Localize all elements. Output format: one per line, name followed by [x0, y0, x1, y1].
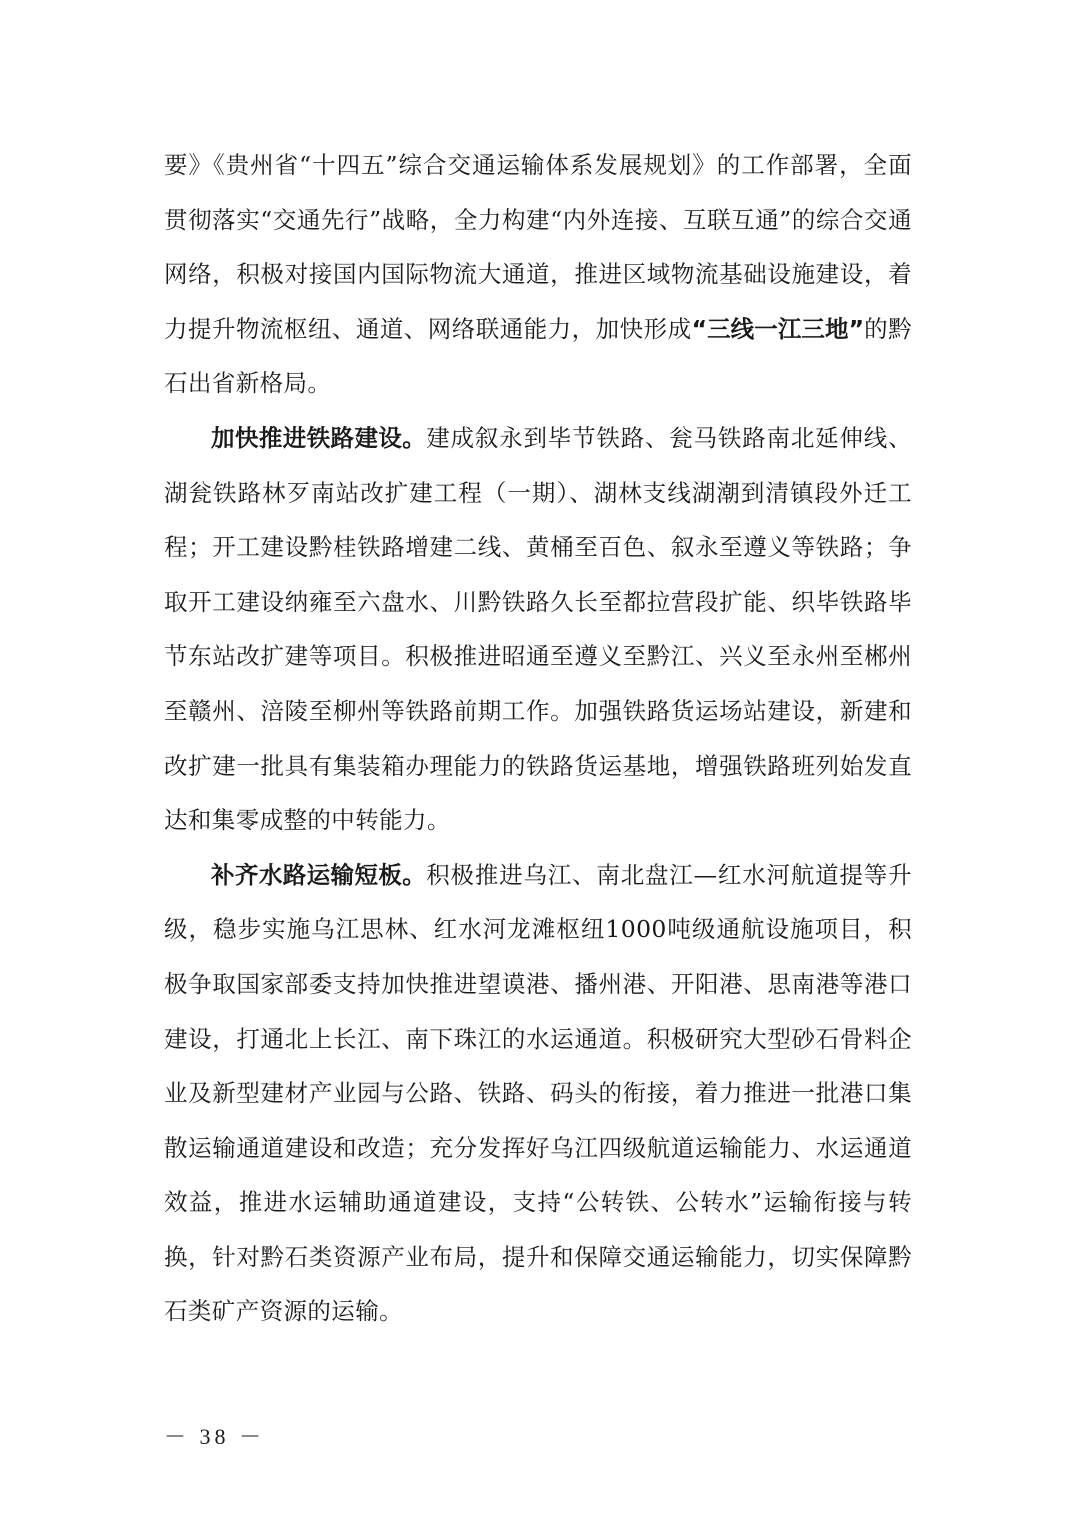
paragraph-text: 要》《贵州省“十四五”综合交通运输体系发展规划》的工作部署，全面贯彻落实“交通先行”战略，全力构建“内外连接、互联互通”的综合交通网络，积极对接国内国际物流大通道，推进区域物流基础设施建设，着力提升物流枢纽、通道、网络联通能力，加快形成 [164, 151, 912, 343]
section-heading-waterway: 补齐水路运输短板。 [211, 860, 427, 889]
document-body [164, 138, 912, 1339]
paragraph-waterway [164, 848, 912, 1339]
paragraph-text-end: 的黔石出省新格局。 [164, 314, 912, 398]
paragraph-body-waterway: 积极推进乌江、南北盘江—红水河航道提等升级，稳步实施乌江思林、红水河龙滩枢纽1000吨级通航设施项目，积极争取国家部委支持加快推进望谟港、播州港、开阳港、思南港等港口建设，打通北上长江、南下珠江的水运通道。积极研究大型砂石骨料企业及新型建材产业园与公路、铁路、码头的衔接，着力推进一批港口集散运输通道建设和改造；充分发挥好乌江四级航道运输能力、水运通道效益，推进水运辅助通道建设，支持“公转铁、公转水”运输衔接与转换，针对黔石类资源产业布局，提升和保障交通运输能力，切实保障黔石类矿产资源的运输。 [164, 860, 913, 1326]
emphasis-text: “三线一江三地” [691, 314, 865, 343]
page-number: － 38 － [164, 1424, 266, 1449]
paragraph-body-railway: 建成叙永到毕节铁路、瓮马铁路南北延伸线、湖瓮铁路林歹南站改扩建工程（一期）、湖林支线湖潮到清镇段外迁工程；开工建设黔桂铁路增建二线、黄桶至百色、叙永至遵义等铁路；争取开工建设纳雍至六盘水、川黔铁路久长至都拉营段扩能、织毕铁路毕节东站改扩建等项目。积极推进昭通至遵义至黔江、兴义至永州至郴州至赣州、涪陵至柳州等铁路前期工作。加强铁路货运场站建设，新建和改扩建一批具有集装箱办理能力的铁路货运基地，增强铁路班列始发直达和集零成整的中转能力。 [164, 423, 913, 835]
paragraph-continuation [164, 138, 912, 411]
paragraph-railway [164, 411, 912, 848]
section-heading-railway: 加快推进铁路建设。 [211, 423, 427, 452]
